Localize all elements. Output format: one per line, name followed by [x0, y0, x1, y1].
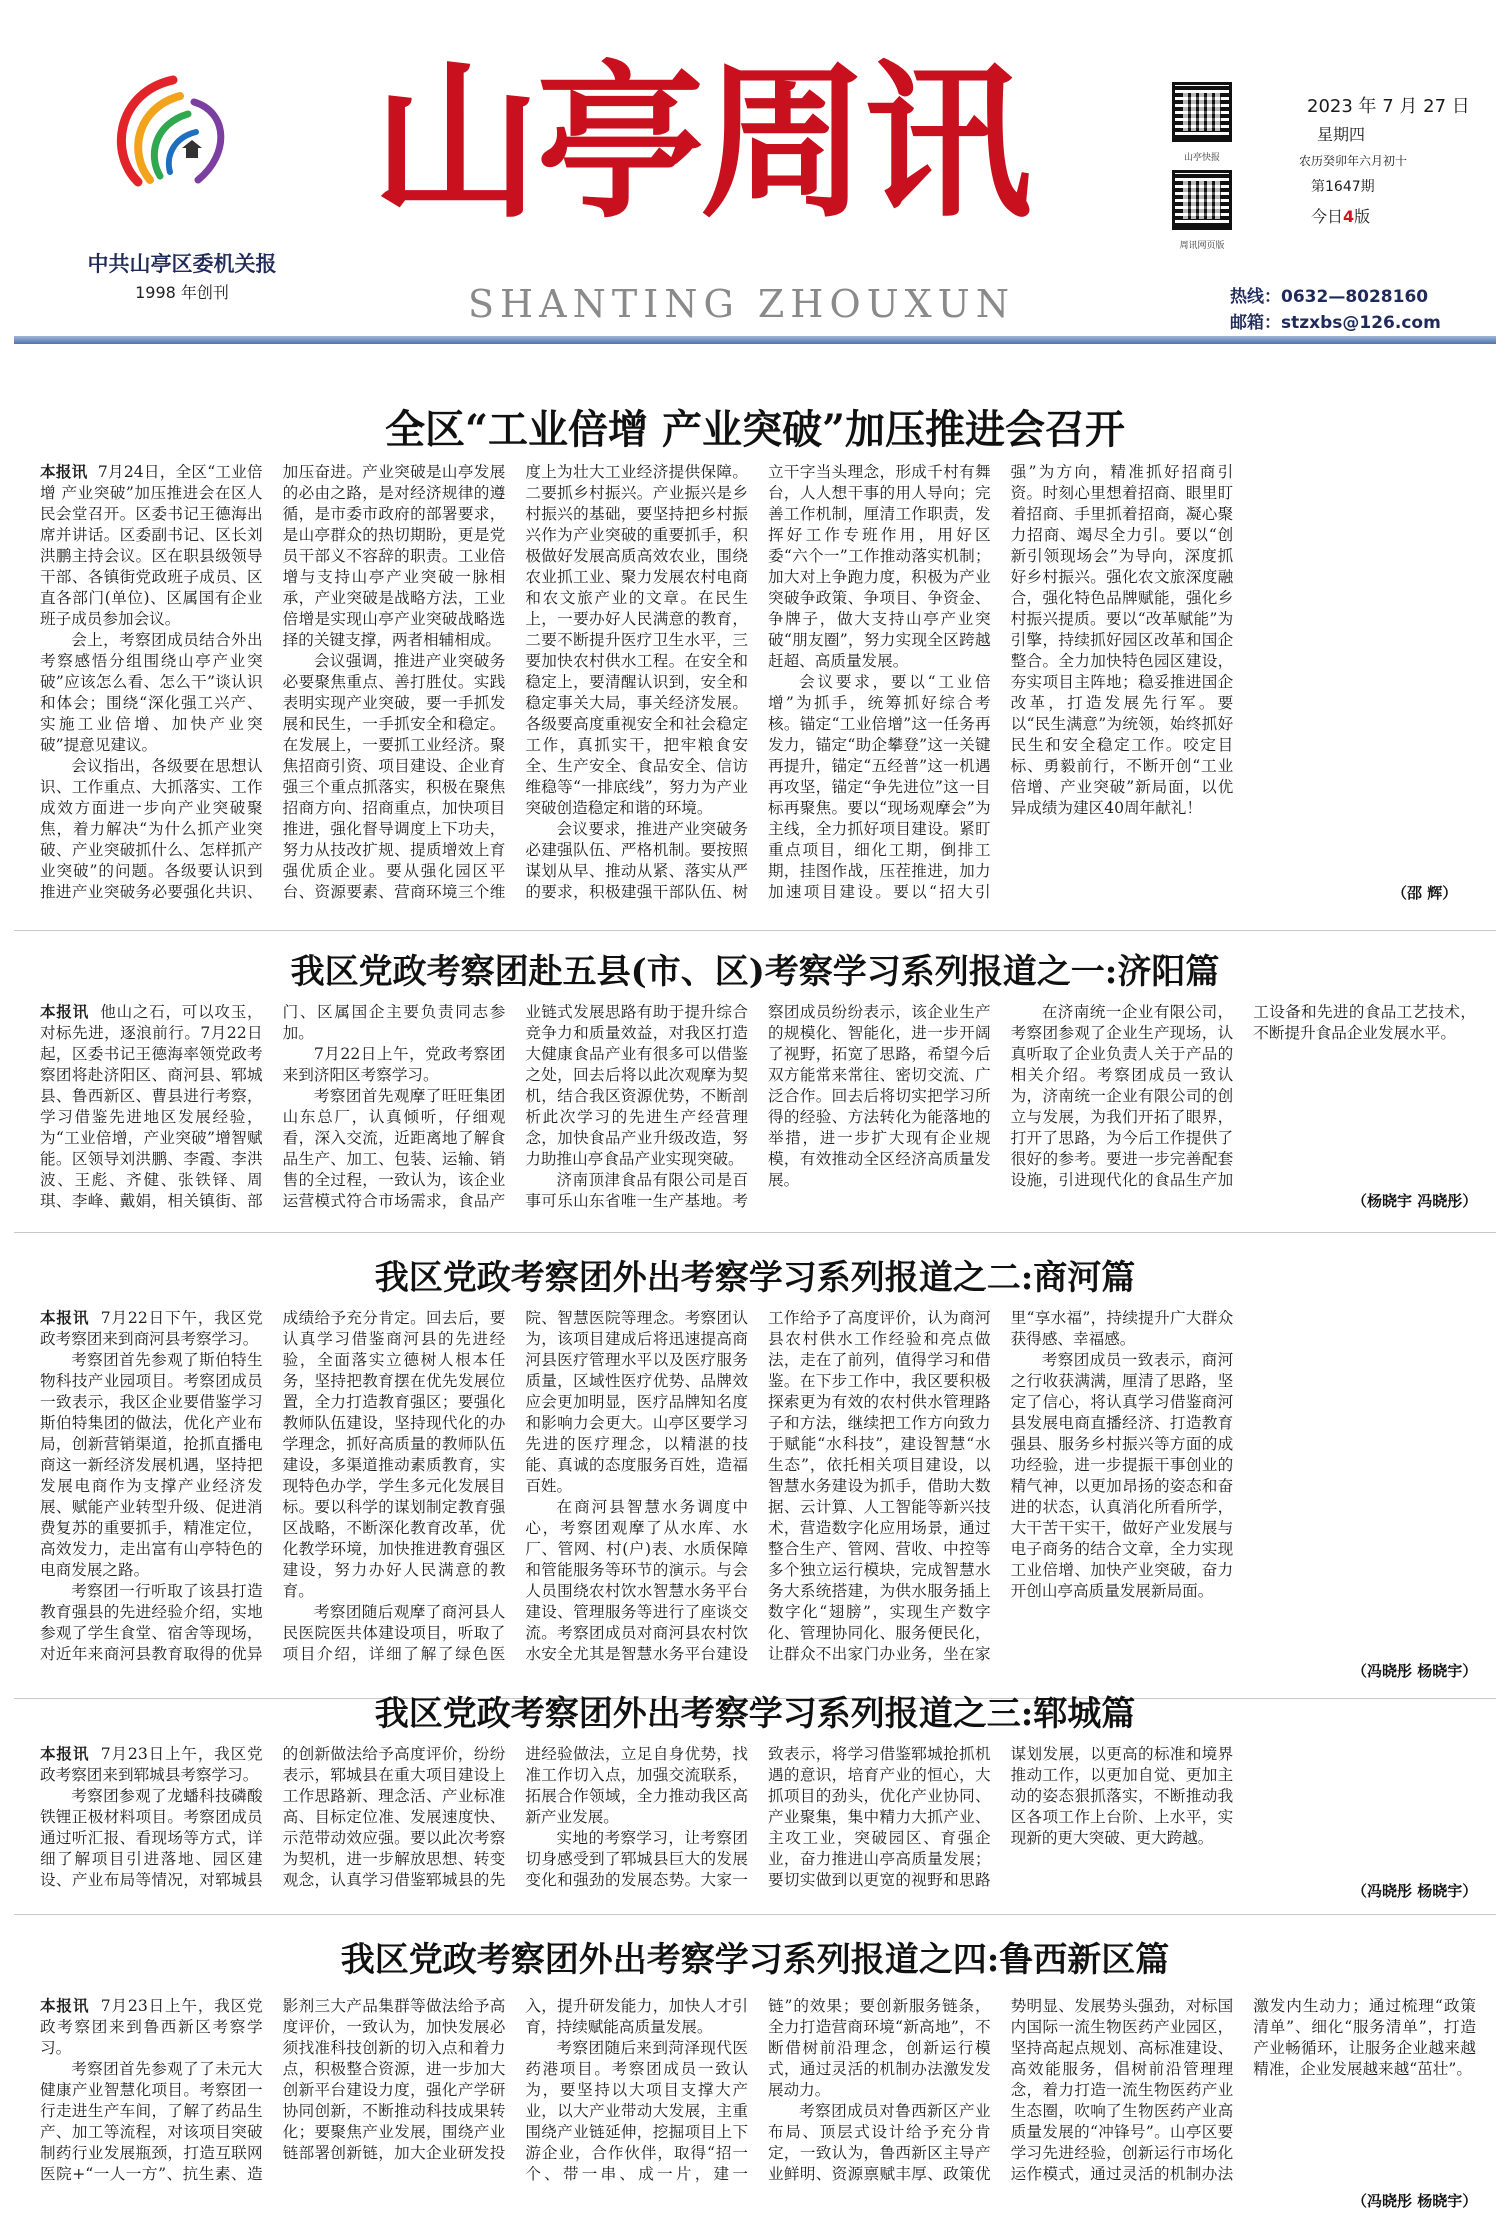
article-paragraph: 实地的考察学习，让考察团切身感受到了郓城县巨大的发展变化和强劲的发展态势。大家一致表示，将学习借鉴郓城抢抓机遇的意识，培育产业的恒心，大抓项目的劲头，优化产业协同、产业聚集，集中精力大抓产业、主攻工业，突破园区、育强企业，奋力推进山亭高质量发展；要切实做到以更宽的视野和思路谋划发展，以更高的标准和境界推动工作，以更加自觉、更加主动的姿态狠抓落实，不断推动我区各项工作上台阶、上水平，实现新的更大突破、更大跨越。 [525, 1745, 1234, 1889]
article-body [40, 462, 1476, 908]
article-paragraph: 考察团成员对鲁西新区产业布局、顶层式设计给予充分肯定，一致认为，鲁西新区主导产业鲜明、资源禀赋丰厚、政策优势明显、发展势头强劲，对标国内国际一流生物医药产业园区，坚持高起点规划、高标准建设、高效能服务，倡树前沿管理理念，着力打造一流生物医药产业生态圈，吹响了生物医药产业高质量发展的“冲锋号”。山亭区要学习先进经验，创新运行市场化运作模式，通过灵活的机制办法激发内生动力；通过梳理“政策清单”、细化“服务清单”，打造产业畅循环，让服务企业越来越精准，企业发展越来越“茁壮”。 [767, 1997, 1476, 2183]
section-divider [14, 1914, 1496, 1915]
article-body [40, 1996, 1476, 2186]
qr-code-icon [1172, 170, 1232, 230]
article-headline: 我区党政考察团赴五县(市、区)考察学习系列报道之一:济阳篇 [290, 952, 1220, 992]
district-logo-icon [98, 62, 258, 212]
masthead [0, 0, 1505, 340]
article-paragraph: 7月22日上午，党政考察团来到济阳区考察学习。 [282, 1045, 506, 1084]
article-headline: 我区党政考察团外出考察学习系列报道之三:郓城篇 [374, 1694, 1136, 1734]
article-byline: （冯晓彤 杨晓宇） [1352, 1662, 1478, 1680]
article-byline: （冯晓彤 杨晓宇） [1352, 2192, 1478, 2210]
article-body [40, 1002, 1476, 1212]
article-paragraph: 考察团首先参观了了未元大健康产业智慧化项目。考察团一行走进生产车间，了解了药品生产、加工等流程，对该项目突破制药行业发展瓶颈，打造互联网医院+“一人一方”、抗生素、造影剂三大产品集群等做法给予高度评价，一致认为，加快发展必须找准科技创新的切入点和着力点，积极整合资源，进一步加大创新平台建设力度，强化产学研协同创新，不断推动科技成果转化；要聚焦产业发展，围绕产业链部署创新链，加大企业研发投入，提升研发能力，加快人才引育，持续赋能高质量发展。 [40, 1997, 748, 2183]
issue-pages: 今日4版 [1311, 207, 1371, 226]
article-paragraph: 考察团一行听取了该县打造教育强县的先进经验介绍，实地参观了学生食堂、宿舍等现场，对近年来商河县教育取得的优异成绩给予充分肯定。回去后，要认真学习借鉴商河县的先进经验，全面落实立德树人根本任务，坚持把教育摆在优先发展位置，全力打造教育强区；要强化教师队伍建设，坚持现代化的办学理念，抓好高质量的教师队伍建设，多渠道推动素质教育，实现特色办学，学生多元化发展目标。要以科学的谋划制定教育强区战略，不断深化教育改革，优化教学环境，加快推进教育强区建设，努力办好人民满意的教育。 [40, 1309, 506, 1663]
article-paragraph: 考察团随后观摩了商河县人民医院医共体建设项目，听取了项目介绍，详细了解了绿色医院、智慧医院等理念。考察团认为，该项目建成后将迅速提高商河县医疗管理水平以及医疗服务质量，区域性医疗优势、品牌效应会更加明显，医疗品牌知名度和影响力会更大。山亭区要学习先进的医疗理念，以精湛的技能、真诚的态度服务百姓，造福百姓。 [282, 1309, 748, 1663]
article-headline: 我区党政考察团外出考察学习系列报道之二:商河篇 [374, 1258, 1136, 1298]
qr-code-icon [1172, 82, 1232, 142]
article-paragraph: 会上，考察团成员结合外出考察感悟分组围绕山亭产业突破”应该怎么看、怎么干”谈认识和体会；围绕“深化强工兴产、实施工业倍增、加快产业突破”提意见建议。 [40, 631, 263, 754]
hotline: 热线：0632—8028160 [1230, 287, 1429, 307]
article-paragraph: 会议强调，推进产业突破务必要聚焦重点、善打胜仗。实践表明实现产业突破，要一手抓发展和民生，一手抓安全和稳定。在发展上，一要抓工业经济。聚焦招商引资、项目建设、企业育强三个重点抓落实，积极在聚焦招商方向、招商重点，加快项目推进，强化督导调度上下功夫，努力从技改扩规、提质增效上育强优质企业。要从强化园区平台、资源要素、营商环境三个维度上为壮大工业经济提供保障。二要抓乡村振兴。产业振兴是乡村振兴的基础，要坚持把乡村振兴作为产业突破的重要抓手，积极做好发展高质高效农业，围绕农业抓工业、聚力发展农村电商和农文旅产业的文章。在民生上，一要办好人民满意的教育，二要不断提升医疗卫生水平，三要加快农村供水工程。在安全和稳定上，要清醒认识到，安全和稳定事关大局，事关经济发展。各级要高度重视安全和社会稳定工作，真抓实干，把牢粮食安全、生产安全、食品安全、信访维稳等“一排底线”，努力为产业突破创造稳定和谐的环境。 [282, 463, 748, 901]
article-byline: （杨晓宇 冯晓彤） [1352, 1192, 1478, 1210]
issue-number: 第1647期 [1311, 179, 1375, 195]
qr-label-web: 周讯网页版 [1179, 241, 1225, 251]
article-byline: （冯晓彤 杨晓宇） [1352, 1882, 1478, 1900]
issue-lunar-date: 农历癸卯年六月初十 [1299, 154, 1408, 168]
article-paragraph: 本报讯 7月24日，全区“工业倍增 产业突破”加压推进会在区人民会堂召开。区委书记王德海出席并讲话。区委副书记、区长刘洪鹏主持会议。区在职县级领导干部、各镇街党政班子成员、区直各部门(单位)、区属国有企业班子成员参加会议。 [40, 463, 263, 628]
issue-date: 2023 年 7 月 27 日 [1307, 96, 1470, 117]
article-paragraph: 在商河县智慧水务调度中心，考察团观摩了从水库、水厂、管网、村(户)表、水质保障和管能服务等环节的演示。与会人员围绕农村饮水智慧水务平台建设、管理服务等进行了座谈交流。考察团成员对商河县农村饮水安全尤其是智慧水务平台建设工作给予了高度评价，认为商河县农村供水工作经验和亮点做法，走在了前列，值得学习和借鉴。在下步工作中，我区要积极探索更为有效的农村供水管理路子和方法，继续把工作方向致力于赋能“水科技”，建设智慧“水生态”，依托相关项目建设，以智慧水务建设为抓手，借助大数据、云计算、人工智能等新兴技术，营造数字化应用场景，通过整合生产、管网、营收、中控等多个独立运行模块，完成智慧水务大系统搭建，为供水服务插上数字化“翅膀”，实现生产数字化、管理协同化、服务便民化，让群众不出家门办业务，坐在家里“享水福”，持续提升广大群众获得感、幸福感。 [525, 1309, 1234, 1663]
article-paragraph: 本报讯 7月23日上午，我区党政考察团来到郓城县考察学习。 [40, 1745, 263, 1784]
article-body [40, 1744, 1476, 1892]
article-paragraph: 会议指出，各级要在思想认识、工作重点、大抓落实、工作成效方面进一步向产业突破聚焦，着力解决“为什么抓产业突破、产业突破抓什么、怎样抓产业突破”的问题。各级要认识到推进产业突破务必要强化共识、加压奋进。产业突破是山亭发展的必由之路，是对经济规律的遵循，是市委市政府的部署要求，是山亭群众的热切期盼，更是党员干部义不容辞的职责。工业倍增与支持山亭产业突破一脉相承，产业突破是战略方法，工业倍增是实现山亭产业突破战略选择的关键支撑，两者相辅相成。 [40, 463, 506, 901]
contact-info [1230, 282, 1500, 334]
article-body [40, 1308, 1476, 1682]
issue-weekday: 星期四 [1317, 125, 1366, 144]
article-headline: 我区党政考察团外出考察学习系列报道之四:鲁西新区篇 [340, 1940, 1170, 1980]
article-paragraph: 考察团首先参观了斯伯特生物科技产业园项目。考察团成员一致表示，我区企业要借鉴学习斯伯特集团的做法，优化产业布局，创新营销渠道，抢抓直播电商这一新经济发展机遇，坚持把发展电商作为支撑产业经济发展、赋能产业转型升级、促进消费复苏的重要抓手，精准定位，高效发力，走出富有山亭特色的电商发展之路。 [40, 1351, 263, 1579]
founded-year: 1998 年创刊 [135, 283, 229, 302]
article-paragraph: 考察团首先观摩了旺旺集团山东总厂，认真倾听，仔细观看，深入交流，近距离地了解食品生产、加工、包装、运输、销售的全过程，一致认为，该企业运营模式符合市场需求，食品产业链式发展思路有助于提升综合竞争力和质量效益，对我区打造大健康食品产业有很多可以借鉴之处，回去后将以此次观摩为契机，结合我区资源优势，不断剖析此次学习的先进生产经营理念，加快食品产业升级改造，努力助推山亭食品产业实现突破。 [282, 1003, 748, 1210]
masthead-divider [14, 336, 1496, 344]
paper-organization: 中共山亭区委机关报 [87, 252, 277, 276]
article-headline: 全区“工业倍增 产业突破”加压推进会召开 [385, 406, 1125, 453]
newspaper-title: 山亭周讯 [372, 43, 1028, 241]
article-paragraph: 考察团成员一致表示，商河之行收获满满，厘清了思路，坚定了信心，将认真学习借鉴商河县发展电商直播经济、打造教育强县、服务乡村振兴等方面的成功经验，进一步提振干事创业的精气神，以更加昂扬的姿态和奋进的状态，认真消化所看所学，大干苦干实干，做好产业发展与电子商务的结合文章，全力实现工业倍增、加快产业突破，奋力开创山亭高质量发展新局面。 [1010, 1351, 1234, 1600]
article-paragraph: 本报讯 7月22日下午，我区党政考察团来到商河县考察学习。 [40, 1309, 263, 1348]
article-paragraph: 考察团参观了龙蟠科技磷酸铁锂正极材料项目。考察团成员通过听汇报、看现场等方式，详细了解项目引进落地、园区建设、产业布局等情况，对郓城县的创新做法给予高度评价，纷纷表示，郓城县在重大项目建设上工作思路新、理念活、产业标准高、目标定位准、发展速度快、示范带动效应强。要以此次考察为契机，进一步解放思想、转变观念，认真学习借鉴郓城县的先进经验做法，立足自身优势，找准工作切入点，加强交流联系，拓展合作领域，全力推动我区高新产业发展。 [40, 1745, 748, 1889]
article-paragraph: 本报讯 他山之石，可以攻玉，对标先进，逐浪前行。7月22日起，区委书记王德海率领党政考察团将赴济阳区、商河县、郓城县、鲁西新区、曹县进行考察，学习借鉴先进地区发展经验，为“工业倍增，产业突破”增智赋能。区领导刘洪鹏、李霞、李洪波、王彪、齐健、张铁铎、周琪、李峰、戴娟，相关镇街、部门、区属国企主要负责同志参加。 [40, 1003, 506, 1210]
section-divider [14, 930, 1496, 931]
email: 邮箱：stzxbs@126.com [1230, 313, 1441, 333]
article-byline: （邵 辉） [1392, 884, 1458, 902]
qr-label-app: 山亭快报 [1183, 153, 1220, 163]
article-paragraph: 考察团随后来到菏泽现代医药港项目。考察团成员一致认为，要坚持以大项目支撑大产业，以大产业带动大发展，主重围绕产业链延伸，挖掘项目上下游企业，合作伙伴，取得“招一个、带一串、成一片，建一链”的效果；要创新服务链条，全力打造营商环境“新高地”，不断借树前沿理念，创新运行模式，通过灵活的机制办法激发发展动力。 [525, 1997, 991, 2183]
article-paragraph: 会议要求，要以“工业倍增”为抓手，统筹抓好综合考核。锚定“工业倍增”这一任务再发力，锚定“助企攀登”这一关键再提升，锚定“五经普”这一机遇再攻坚，锚定“争先进位”这一目标再聚焦。要以“现场观摩会”为主线，全力抓好项目建设。紧盯重点项目，细化工期，倒排工期，挂图作战，压茬推进，加力加速项目建设。要以“招大引强”为方向，精准抓好招商引资。时刻心里想着招商、眼里盯着招商、手里抓着招商，凝心聚力招商、竭尽全力引。要以“创新引领现场会”为导向，深度抓好乡村振兴。强化农文旅深度融合，强化特色品牌赋能，强化乡村振兴提质。要以“改革赋能”为引擎，持续抓好园区改革和国企整合。全力加快特色园区建设，夯实项目主阵地；稳妥推进国企改革，打造发展先行军。要以“民生满意”为统领，始终抓好民生和安全稳定工作。咬定目标、勇毅前行，不断开创“工业倍增、产业突破”新局面，以优异成绩为建区40周年献礼！ [767, 463, 1234, 901]
newspaper-title-pinyin: SHANTING ZHOUXUN [468, 282, 1015, 326]
article-paragraph: 济南顶津食品有限公司是百事可乐山东省唯一生产基地。考察团成员纷纷表示，该企业生产的规模化、智能化，进一步开阔了视野，拓宽了思路，希望今后双方能常来常往、密切交流、广泛合作。回去后将切实把学习所得的经验、方法转化为能落地的举措，进一步扩大现有企业规模，有效推动全区经济高质量发展。 [525, 1003, 991, 1210]
article-paragraph: 在济南统一企业有限公司，考察团参观了企业生产现场，认真听取了企业负责人关于产品的相关介绍。考察团成员一致认为，济南统一企业有限公司的创立与发展，为我们开拓了眼界，打开了思路，为今后工作提供了很好的参考。要进一步完善配套设施，引进现代化的食品生产加工设备和先进的食品工艺技术，不断提升食品企业发展水平。 [1010, 1003, 1476, 1189]
article-paragraph: 本报讯 7月23日上午，我区党政考察团来到鲁西新区考察学习。 [40, 1997, 263, 2057]
section-divider [14, 1232, 1496, 1233]
article-paragraph: 会议要求，推进产业突破务必建强队伍、严格机制。要按照谋划从早、推动从紧、落实从严的要求，积极建强干部队伍、树立干字当头理念，形成千村有舞台，人人想干事的用人导向；完善工作机制，厘清工作职责，发挥好工作专班作用，用好区委“六个一”工作推动落实机制；加大对上争跑力度，积极为产业突破争政策、争项目、争资金、争牌子，做大支持山亭产业突破“朋友圈”，努力实现全区跨越赶超、高质量发展。 [525, 463, 991, 901]
